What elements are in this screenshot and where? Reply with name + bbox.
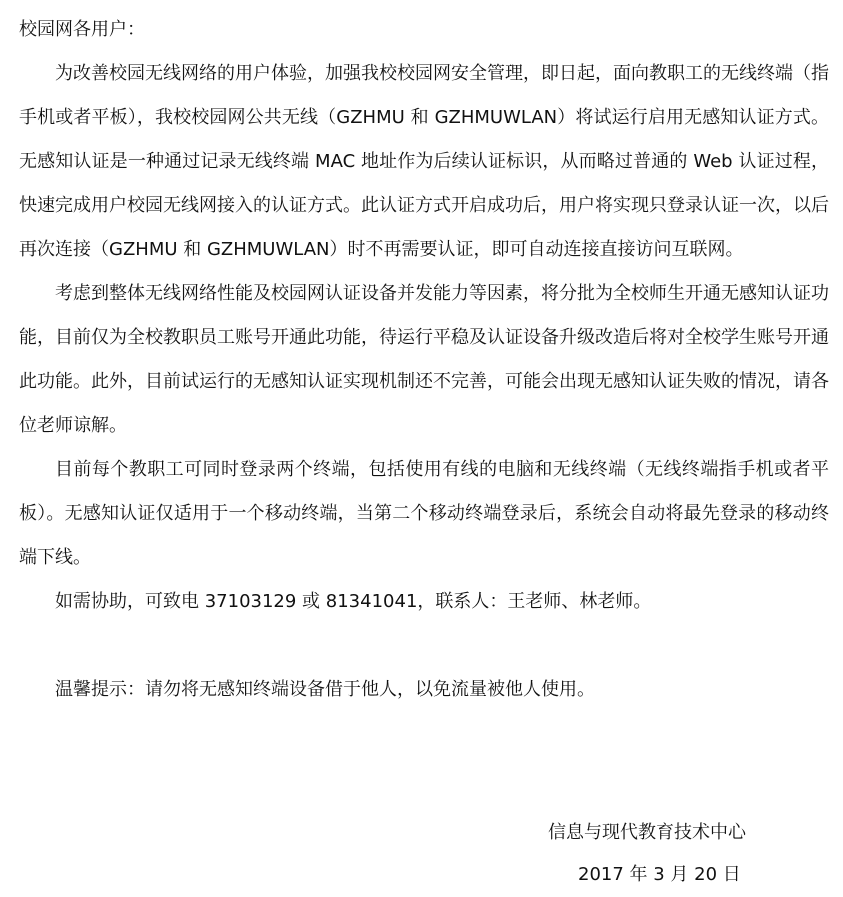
blank-line — [19, 624, 829, 668]
contact-info: 如需协助，可致电 37103129 或 81341041，联系人：王老师、林老师。 — [55, 591, 652, 612]
warm-tip: 温馨提示：请勿将无感知终端设备借于他人，以免流量被他人使用。 — [55, 679, 595, 700]
notice-document — [19, 8, 829, 712]
paragraph-terminals: 目前每个教职工可同时登录两个终端，包括使用有线的电脑和无线终端（无线终端指手机或者平板）。无感知认证仅适用于一个移动终端，当第二个移动终端登录后，系统会自动将最先登录的移动终端下线。 — [19, 459, 829, 568]
signature: 信息与现代教育技术中心 — [548, 822, 746, 843]
paragraph-rollout: 考虑到整体无线网络性能及校园网认证设备并发能力等因素，将分批为全校师生开通无感知认证功能，目前仅为全校教职员工账号开通此功能，待运行平稳及认证设备升级改造后将对全校学生账号开通此功能。此外，目前试运行的无感知认证实现机制还不完善，可能会出现无感知认证失败的情况，请各位老师谅解。 — [19, 283, 829, 436]
paragraph-intro: 为改善校园无线网络的用户体验，加强我校校园网安全管理，即日起，面向教职工的无线终端（指手机或者平板），我校校园网公共无线（GZHMU 和 GZHMUWLAN）将试运行启用无感知认证方式。无感知认证是一种通过记录无线终端 MAC 地址作为后续认证标识，从而略过普通的 Web 认证过程，快速完成用户校园无线网接入的认证方式。此认证方式开启成功后，用户将实现只登录认证一次，以后再次连接（GZHMU 和 GZHMUWLAN）时不再需要认证，即可自动连接直接访问互联网。 — [19, 63, 829, 260]
date: 2017 年 3 月 20 日 — [578, 864, 741, 885]
greeting: 校园网各用户： — [19, 19, 145, 40]
